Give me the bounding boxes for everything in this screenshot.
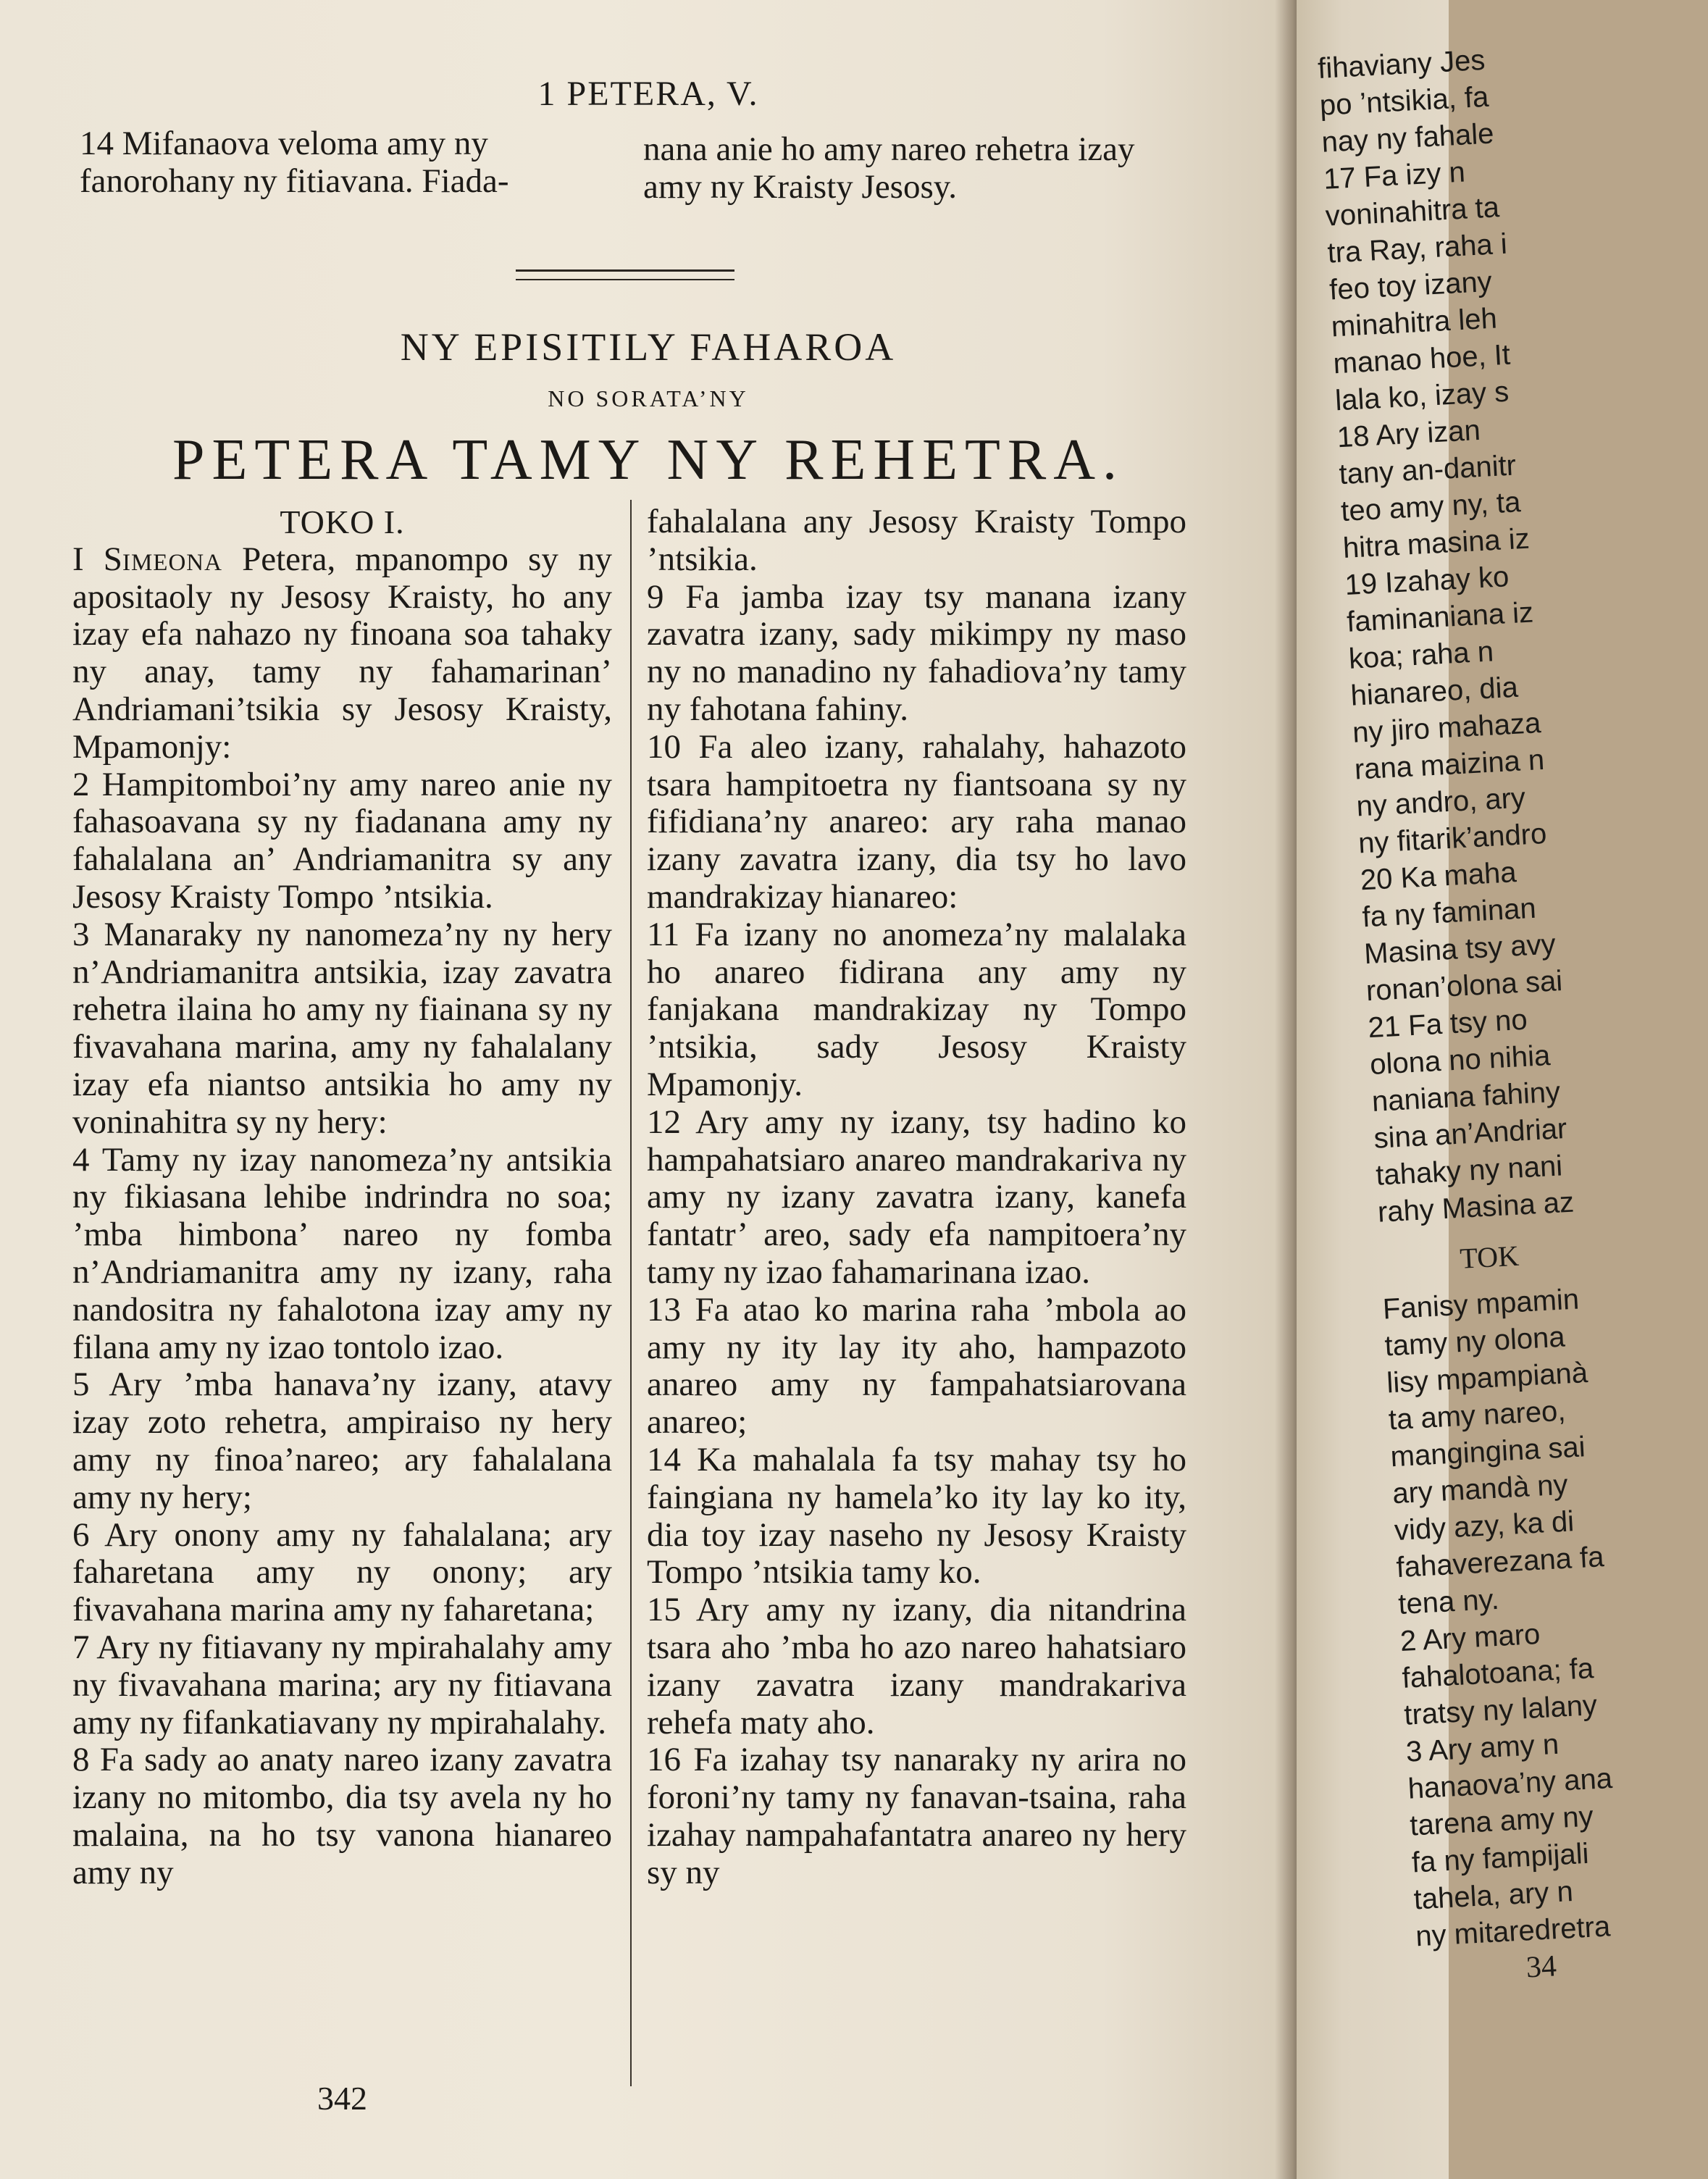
facing-line: Masina tsy avy xyxy=(1363,928,1557,971)
facing-line: 17 Fa izy n xyxy=(1323,156,1466,196)
facing-page-text xyxy=(1317,35,1708,1992)
facing-line: voninahitra ta xyxy=(1324,191,1500,233)
chapter-heading: TOKO I. xyxy=(280,503,405,540)
verse-1-text: Petera, mpanompo sy ny apositaoly ny Jesosy Kraisty, ho any izay efa nahazo ny finoana soa tahaky ny anay, tamy ny fahamarinan’ Andriamani’tsikia sy Jesosy Kraisty, Mpamonjy: xyxy=(72,540,612,766)
facing-line: fihaviany Jes xyxy=(1317,43,1486,85)
column-divider xyxy=(630,500,632,2086)
verse: 5 Ary ’mba hanava’ny izany, atavy izay zoto rehetra, ampiraiso ny hery amy ny finoa’nareo; ary fahalalana amy ny hery; xyxy=(72,1365,612,1516)
facing-line: 2 Ary maro xyxy=(1399,1618,1541,1657)
facing-chapter-heading: TOK xyxy=(1459,1239,1520,1275)
epistle-subtitle: NO SORATA’NY xyxy=(548,385,749,411)
facing-line: rana maizina n xyxy=(1353,743,1546,786)
verse: 11 Fa izany no anomeza’ny malalaka ho anareo fidirana any amy ny fanjakana mandrakizay ny Tompo ’ntsikia, sady Jesosy Kraisty Mpamonjy. xyxy=(647,915,1186,1103)
verse: fahalalana any Jesosy Kraisty Tompo ’ntsikia. xyxy=(647,503,1186,578)
facing-line: ary mandà ny xyxy=(1391,1468,1569,1510)
page-number: 342 xyxy=(317,2080,367,2117)
facing-line: koa; raha n xyxy=(1347,635,1495,675)
facing-line: 3 Ary amy n xyxy=(1405,1728,1560,1768)
facing-line: 18 Ary izan xyxy=(1336,414,1481,454)
facing-line: 20 Ka maha xyxy=(1359,856,1517,897)
facing-line: teo amy ny, ta xyxy=(1340,486,1522,528)
facing-line: tena ny. xyxy=(1397,1583,1500,1621)
left-column xyxy=(72,503,612,1891)
facing-line: ta amy nareo, xyxy=(1387,1394,1567,1436)
running-head: 1 PETERA, V. xyxy=(537,75,759,113)
verse: 7 Ary ny fitiavany ny mpirahalahy amy ny fivavahana marina; ary ny fitiavana amy ny fifankatiavany ny mpirahalahy. xyxy=(72,1628,612,1741)
facing-line: naniana fahiny xyxy=(1370,1076,1562,1118)
verse: 3 Manaraky ny nanomeza’ny ny hery n’Andriamanitra antsikia, izay zavatra rehetra ilaina ho amy ny fiainana sy ny fivavahana marina, amy ny fahalalany izay efa niantso antsikia ho amy ny voninahitra sy ny hery: xyxy=(72,915,612,1141)
facing-line: tany an-danitr xyxy=(1338,449,1517,491)
facing-line: tahela, ary n xyxy=(1412,1875,1574,1916)
verse: 16 Fa izahay tsy nanaraky ny arira no foroni’ny tamy ny fanavan-tsaina, raha izahay nampahafantatra anareo ny hery sy ny xyxy=(647,1741,1186,1891)
verse: 4 Tamy ny izay nanomeza’ny antsikia ny fikiasana lehibe indrindra no soa; ’mba himbona’ nareo ny fomba n’Andriamanitra amy ny izany, raha nandositra ny fahalotona izay amy ny filana amy ny izao tontolo izao. xyxy=(72,1140,612,1366)
facing-line: ronan’olona sai xyxy=(1365,965,1564,1008)
facing-line: po ’ntsikia, fa xyxy=(1318,80,1490,122)
verse: 9 Fa jamba izay tsy manana izany zavatra izany, sady mikimpy ny maso ny no manadino ny fahadiova’ny tamy ny fahotana fahiny. xyxy=(647,577,1186,728)
facing-page xyxy=(1297,0,1613,2179)
epistle-title: NY EPISITILY FAHAROA xyxy=(400,325,897,369)
book-title: PETERA TAMY NY REHETRA. xyxy=(172,428,1124,492)
facing-line: vidy azy, ka di xyxy=(1393,1505,1575,1547)
facing-line: nay ny fahale xyxy=(1320,117,1495,159)
verse: 15 Ary amy ny izany, dia nitandrina tsara aho ’mba ho azo nareo hahatsiaro izany zavatra izany mandrakariva rehefa maty aho. xyxy=(647,1591,1186,1741)
double-rule-divider xyxy=(516,269,734,280)
facing-line: fahalotoana; fa xyxy=(1401,1652,1595,1694)
facing-page-number: 34 xyxy=(1525,1949,1558,1985)
facing-line: fahaverezana fa xyxy=(1395,1541,1605,1584)
verse-1-lead: I S xyxy=(72,540,122,578)
facing-line: mangingina sai xyxy=(1389,1431,1586,1473)
facing-line: ny jiro mahaza xyxy=(1352,707,1542,749)
facing-line: tarena amy ny xyxy=(1409,1800,1594,1842)
verse: 2 Hampitomboi’ny amy nareo anie ny fahasoavana sy ny fiadanana amy ny fahalalana an’ Andriamanitra sy any Jesosy Kraisty Tompo ’ntsikia. xyxy=(72,765,612,916)
facing-line: sina an’Andriar xyxy=(1373,1113,1568,1155)
facing-line: 19 Izahay ko xyxy=(1344,561,1510,601)
facing-line: lisy mpampianà xyxy=(1386,1356,1589,1400)
facing-line: lala ko, izay s xyxy=(1334,375,1510,417)
verse: 12 Ary amy ny izany, tsy hadino ko hampahatsiaro anareo mandrakariva ny amy ny izany zavatra izany, kanefa fantatr’ areo, sady efa nampitoera’ny tamy ny izao fahamarinana izao. xyxy=(647,1103,1186,1291)
facing-line: fa ny fampijali xyxy=(1410,1837,1590,1879)
facing-line: tamy ny olona xyxy=(1383,1321,1566,1363)
verse: 10 Fa aleo izany, rahalahy, hahazoto tsara hampitoetra ny fiantsoana sy ny fifidiana’ny anareo: ary raha manao izany zavatra izany, dia tsy ho lavo mandrakizay hianareo: xyxy=(647,727,1186,916)
right-column xyxy=(647,503,1186,1891)
facing-line: ny mitaredretra xyxy=(1415,1910,1612,1953)
facing-line: faminaniana iz xyxy=(1346,596,1535,638)
facing-line: fa ny faminan xyxy=(1361,892,1537,934)
closing-verse-right: nana anie ho amy nareo rehetra izay amy ny Kraisty Jesosy. xyxy=(643,130,1135,206)
facing-line: hianareo, dia xyxy=(1349,671,1519,712)
verse: 14 Ka mahalala fa tsy mahay tsy ho faingiana ny hamela’ko ity lay ko ity, dia toy izay naseho ny Jesosy Kraisty Tompo ’ntsikia tamy ko. xyxy=(647,1440,1186,1592)
facing-line: ny fitarik’andro xyxy=(1357,817,1548,860)
verse: 8 Fa sady ao anaty nareo izany zavatra izany no mitombo, dia tsy avela ny ho malaina, na ho tsy vanona hianareo amy ny xyxy=(72,1741,612,1891)
facing-line: minahitra leh xyxy=(1330,302,1498,343)
facing-line: hitra masina iz xyxy=(1341,522,1531,565)
facing-line: tratsy ny lalany xyxy=(1403,1689,1598,1731)
facing-line: tahaky ny nani xyxy=(1375,1150,1564,1192)
facing-line: hanaova’ny ana xyxy=(1407,1762,1613,1805)
verse-1 xyxy=(72,541,612,766)
facing-line: ny andro, ary xyxy=(1355,782,1526,823)
facing-line: feo toy izany xyxy=(1328,265,1493,306)
facing-line: Fanisy mpamin xyxy=(1381,1283,1581,1326)
verse: 13 Fa atao ko marina raha ’mbola ao amy ny ity lay ity aho, hampazoto anareo amy ny fampahatsiarovana anareo; xyxy=(647,1290,1186,1442)
facing-line: tra Ray, raha i xyxy=(1326,227,1508,269)
facing-line: rahy Masina az xyxy=(1376,1186,1575,1229)
verse: 6 Ary onony amy ny fahalalana; ary faharetana amy ny onony; ary fivavahana marina amy ny faharetana; xyxy=(72,1515,612,1629)
verse-1-smallcaps: imeona xyxy=(122,540,222,578)
facing-line: olona no nihia xyxy=(1369,1040,1552,1082)
closing-verse-left: 14 Mifanaova veloma amy ny fanorohany ny fitiavana. Fiada- xyxy=(80,125,509,200)
facing-line: manao hoe, It xyxy=(1332,338,1512,380)
facing-line: 21 Fa tsy no xyxy=(1367,1003,1528,1045)
